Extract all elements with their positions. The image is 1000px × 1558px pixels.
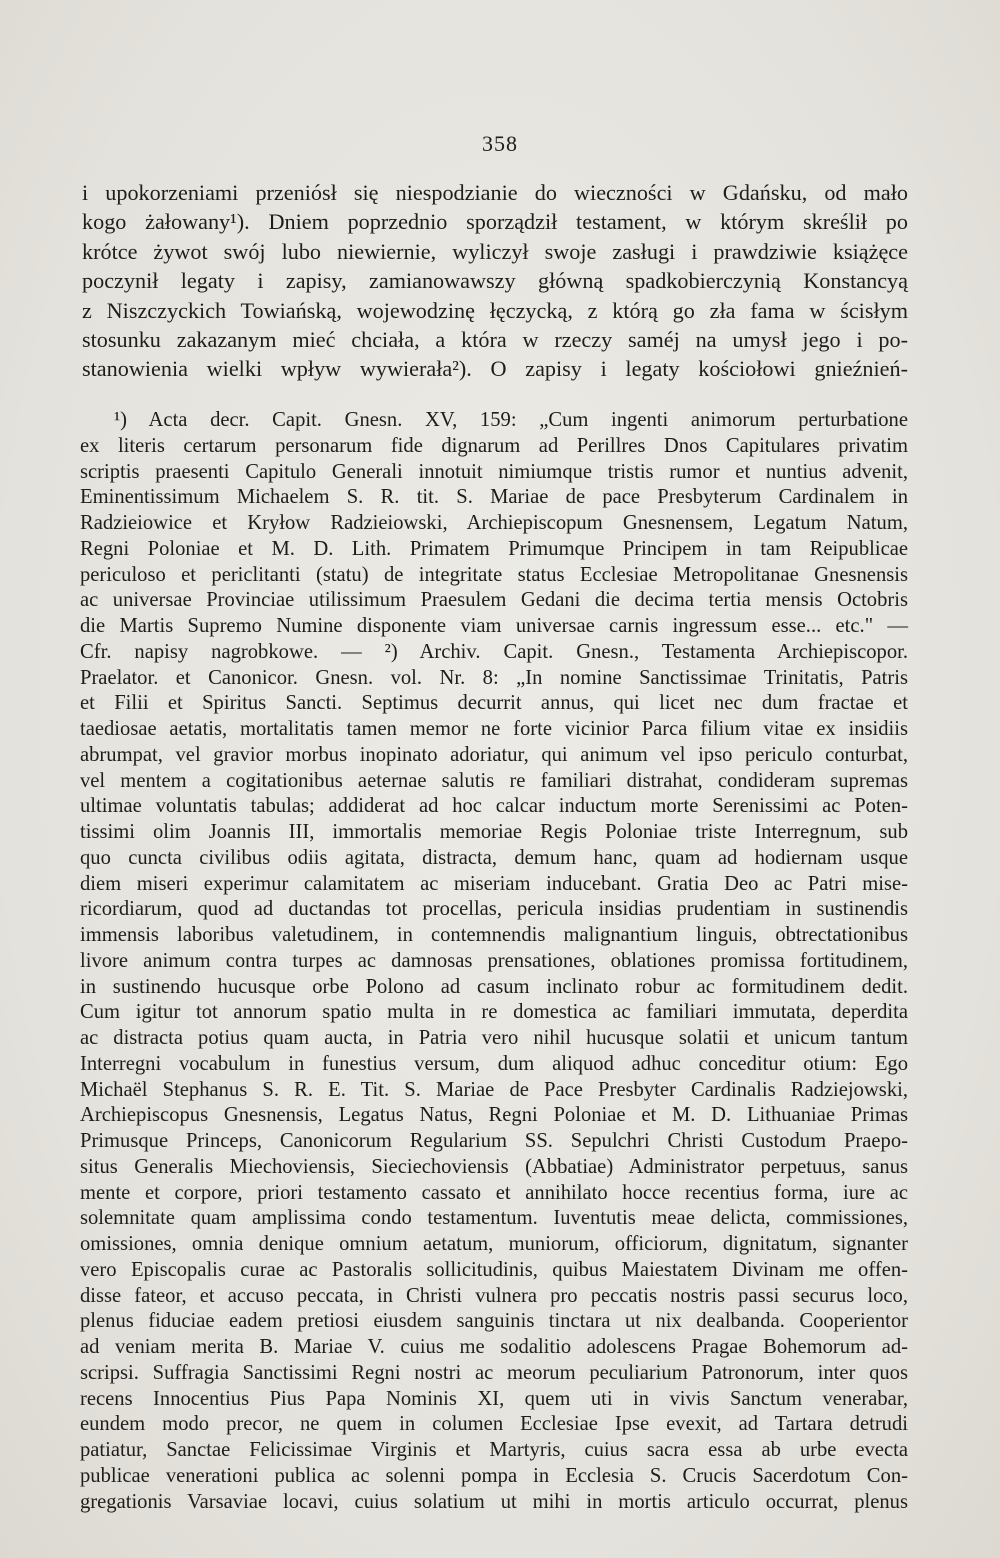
footnote-line: Michaël Stephanus S. R. E. Tit. S. Mariae de Pace Presbyter Cardinalis Radziejowski,	[80, 1078, 908, 1101]
footnote-line: omissiones, omnia denique omnium aetatum, muniorum, officiorum, dignitatum, signanter	[80, 1233, 908, 1255]
footnote-line: gregationis Varsaviae locavi, cuius solatium ut mihi in mortis articulo occurrat, plenus	[80, 1490, 908, 1513]
page-number: 358	[482, 131, 518, 156]
footnote-line: ricordiarum, quod ad ductandas tot procellas, pericula insidias prudentiam in sustinendis	[80, 898, 908, 921]
footnote-line: Archiepiscopus Gnesnensis, Legatus Natus, Regni Poloniae et M. D. Lithuaniae Primas	[80, 1104, 908, 1127]
footnote-line: vero Episcopalis curae ac Pastoralis sollicitudinis, quibus Maiestatem Divinam me offen-	[80, 1258, 908, 1281]
footnote-line: Radzieiowice et Kryłow Radzieiowski, Archiepiscopum Gnesnensem, Legatum Natum,	[80, 512, 908, 534]
footnote-line: ac universae Provinciae utilissimum Praesulem Gedani die decima tertia mensis Octobris	[80, 589, 908, 612]
text-line: kogo żałowany¹). Dniem poprzednio sporządził testament, w którym skreślił po	[82, 209, 908, 235]
footnote-line: mente et corpore, priori testamento cassato et annihilato hocce recentius forma, iure ac	[80, 1181, 908, 1204]
text-line: stosunku zakazanym mieć chciała, a która w rzeczy saméj na umysł jego i po-	[82, 327, 908, 353]
footnote-line: Eminentissimum Michaelem S. R. tit. S. Mariae de pace Presbyterum Cardinalem in	[80, 486, 908, 509]
footnote-line: scripsi. Suffragia Sanctissimi Regni nostri ac meorum peculiarium Patronorum, inter quos	[80, 1361, 908, 1384]
footnote-line: ac distracta potius quam aucta, in Patria vero nihil hucusque solatii et unicum tantum	[80, 1027, 908, 1049]
text-line: stanowienia wielki wpływ wywierała²). O zapisy i legaty kościołowi gnieźnień-	[82, 356, 908, 382]
footnote-line: publicae venerationi publica ac solenni pompa in Ecclesia S. Crucis Sacerdotum Con-	[80, 1464, 908, 1487]
footnote-line: scriptis praesenti Capitulo Generali innotuit nimiumque tristis rumor et nuntius advenit,	[80, 460, 908, 483]
footnote-line: Cum igitur tot annorum spatio multa in re domestica ac familiari immutata, deperdita	[80, 1001, 908, 1024]
footnote-line: eundem modo precor, ne quem in columen Ecclesiae Ipse evexit, ad Tartara detrudi	[80, 1413, 908, 1436]
footnote-line: Cfr. napisy nagrobkowe. — ²) Archiv. Capit. Gnesn., Testamenta Archiepiscopor.	[80, 640, 908, 663]
footnote-line: taediosae aetatis, mortalitatis tamen memor ne forte vicinior Parca filium vitae ex insidiis	[80, 718, 908, 740]
footnote-line: solemnitate quam amplissima condo testamentum. Iuventutis meae delicta, commissiones,	[80, 1207, 908, 1230]
footnote-line: et Filii et Spiritus Sancti. Septimus decurrit annus, qui licet nec dum fractae et	[80, 692, 908, 715]
footnote-line: Praelator. et Canonicor. Gnesn. vol. Nr. 8: „In nomine Sanctissimae Trinitatis, Patris	[80, 666, 908, 689]
text-line: poczynił legaty i zapisy, zamianowawszy główną spadkobierczynią Konstancyą	[82, 268, 908, 294]
text-line: krótce żywot swój lubo niewiernie, wyliczył swoje zasługi i prawdziwie książęce	[82, 238, 908, 264]
footnote-line: situs Generalis Miechoviensis, Sieciechoviensis (Abbatiae) Administrator perpetuus, sanus	[80, 1155, 908, 1178]
footnote-line: Primusque Princeps, Canonicorum Regularium SS. Sepulchri Christi Custodum Praepo-	[80, 1130, 908, 1152]
footnote-line: abrumpat, vel gravior morbus inopinato adoriatur, qui animum vel ipso periculo conturbat,	[80, 743, 908, 766]
footnote-line: in sustinendo hucusque orbe Polono ad casum inclinato robur ac formitudinem dedit.	[80, 975, 908, 998]
footnote-line: ex literis certarum personarum fide dignarum ad Perillres Dnos Capitulares privatim	[80, 434, 908, 457]
footnote-line: plenus fiduciae eadem pretiosi eiusdem sanguinis tinctara ut nix dealbanda. Cooperientor	[80, 1310, 908, 1333]
footnote-line: vel mentem a cogitationibus aeternae salutis re familiari distrahat, condideram supremas	[80, 769, 908, 792]
footnote-line: Interregni vocabulum in funestius versum, dum aliquod adhuc conceditur otium: Ego	[80, 1052, 908, 1075]
footnote-line: diem miseri experimur calamitatem ac miseriam inducebant. Gratia Deo ac Patri mise-	[80, 872, 908, 895]
main-text	[82, 178, 908, 384]
footnote-line: ¹) Acta decr. Capit. Gnesn. XV, 159: „Cum ingenti animorum perturbatione	[114, 409, 908, 431]
footnote-line: ultimae voluntatis tabulas; addiderat ad hoc calcar inductum morte Serenissimi ac Poten-	[80, 795, 908, 818]
footnote-line: periculoso et periclitanti (statu) de integritate status Ecclesiae Metropolitanae Gnesnensis	[80, 563, 908, 586]
footnote-line: ad veniam merita B. Mariae V. cuius me sodalitio adolescens Pragae Bohemorum ad-	[80, 1336, 908, 1358]
footnote-line: quo cuncta civilibus odiis agitata, distracta, demum hanc, quam ad hodiernam usque	[80, 846, 908, 869]
footnote-line: Regni Poloniae et M. D. Lith. Primatem Primumque Principem in tam Reipublicae	[80, 537, 908, 560]
footnote-line: patiatur, Sanctae Felicissimae Virginis et Martyris, cuius sacra essa ab urbe evecta	[80, 1439, 908, 1461]
footnote-line: disse fateor, et accuso peccata, in Christi vulnera pro peccatis nostris passi securus loco,	[80, 1284, 908, 1307]
footnote-line: immensis laboribus valetudinem, in contemnendis malignantium linguis, obtrectationibus	[80, 924, 908, 946]
footnote-line: recens Innocentius Pius Papa Nominis XI, quem uti in vivis Sanctum venerabar,	[80, 1387, 908, 1410]
footnote-line: tissimi olim Joannis III, immortalis memoriae Regis Poloniae triste Interregnum, sub	[80, 821, 908, 843]
text-line: z Niszczyckich Towiańską, wojewodzinę łęczycką, z którą go zła fama w ścisłym	[82, 297, 908, 323]
footnotes	[80, 408, 908, 1515]
text-line: i upokorzeniami przeniósł się niespodzianie do wieczności w Gdańsku, od mało	[82, 180, 908, 205]
footnote-line: livore animum contra turpes ac damnosas prensationes, oblationes promissa fortitudinem,	[80, 949, 908, 972]
footnote-line: die Martis Supremo Numine disponente viam universae carnis ingressum esse... etc." —	[80, 615, 908, 637]
